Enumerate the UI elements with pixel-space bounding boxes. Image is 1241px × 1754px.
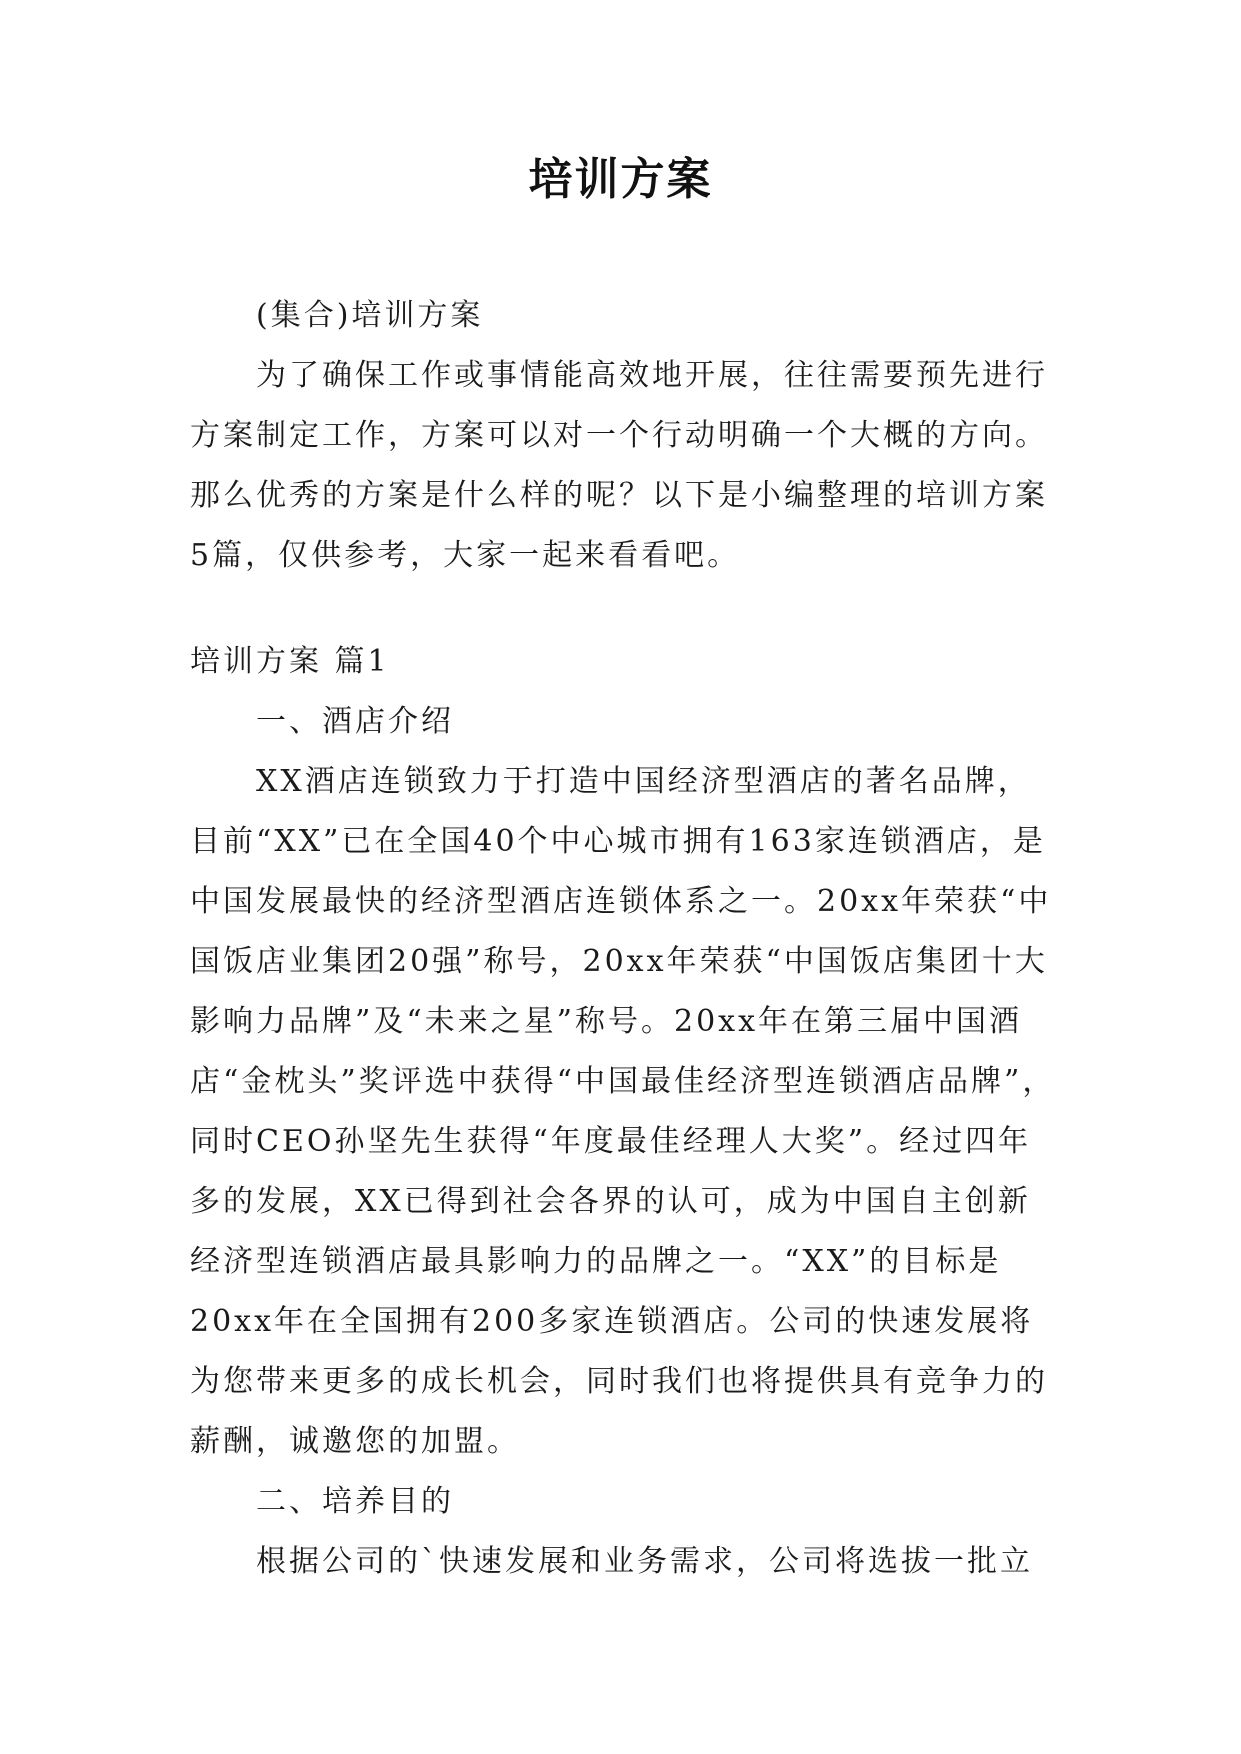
document-title: 培训方案 [528, 154, 713, 205]
part1-paragraph: XX酒店连锁致力于打造中国经济型酒店的著名品牌，目前“XX”已在全国40个中心城市拥有163家连锁酒店，是中国发展最快的经济型酒店连锁体系之一。20xx年荣获“中国饭店业集团20强”称号，20xx年荣获“中国饭店集团十大影响力品牌”及“未来之星”称号。20xx年在第三届中国酒店“金枕头”奖评选中获得“中国最佳经济型连锁酒店品牌”，同时CEO孙坚先生获得“年度最佳经理人大奖”。经过四年多的发展，XX已得到社会各界的认可，成为中国自主创新经济型连锁酒店最具影响力的品牌之一。“XX”的目标是20xx年在全国拥有200多家连锁酒店。公司的快速发展将为您带来更多的成长机会，同时我们也将提供具有竞争力的薪酬，诚邀您的加盟。 [190, 764, 1056, 1459]
part2-paragraph: 根据公司的`快速发展和业务需求，公司将选拔一批立 [256, 1544, 1033, 1579]
intro-paragraph: 为了确保工作或事情能高效地开展，往往需要预先进行方案制定工作，方案可以对一个行动明确一个大概的方向。那么优秀的方案是什么样的呢？以下是小编整理的培训方案5篇，仅供参考，大家一起来看看吧。 [190, 358, 1048, 573]
part1-heading: 一、酒店介绍 [256, 704, 454, 739]
intro-block [190, 286, 1060, 586]
section-block [190, 632, 1060, 1592]
part2-heading: 二、培养目的 [256, 1484, 454, 1519]
document-subtitle: (集合)培训方案 [256, 298, 484, 333]
section-heading: 培训方案 篇1 [190, 644, 390, 679]
